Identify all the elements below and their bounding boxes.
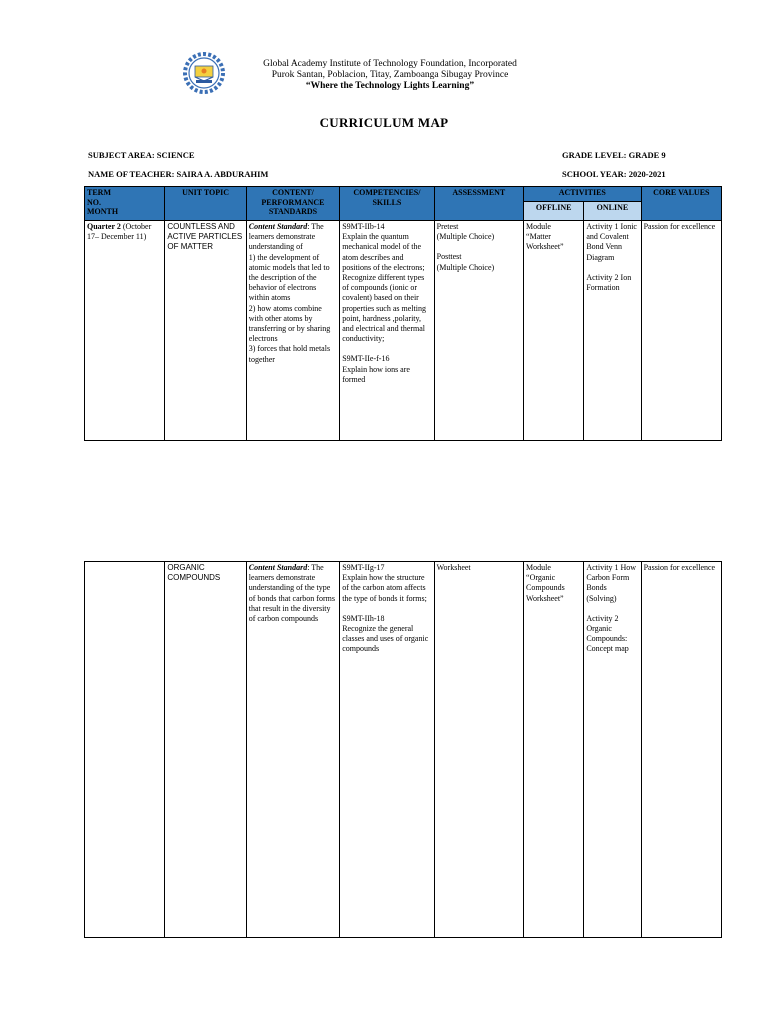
- competencies-cell: S9MT-IIg-17 Explain how the structure of the carbon atom affects the type of bonds it forms; S9MT-IIh-18 Recognize the general classes and uses of organic compounds: [340, 562, 434, 938]
- term-cell: [85, 562, 165, 938]
- competencies-cell: S9MT-IIb-14 Explain the quantum mechanical model of the atom describes and positions of the electrons; Recognize different types of compounds (ionic or covalent) based on their properties such as melting point, hardness ,polarity, and electrical and thermal conductivity; S9MT-IIe-f-16 Explain how ions are formed: [340, 221, 434, 441]
- institution-address: Purok Santan, Poblacion, Titay, Zamboanga Sibugay Province: [271, 70, 509, 80]
- unit-topic-cell: COUNTLESS AND ACTIVE PARTICLES OF MATTER: [165, 221, 246, 441]
- online-cell: Activity 1 How Carbon Form Bonds (Solving) Activity 2 Organic Compounds: Concept map: [584, 562, 641, 938]
- content-cell: Content Standard: The learners demonstrate understanding of the type of bonds that carbon forms that result in the diversity of carbon compounds: [246, 562, 339, 938]
- header-term: TERM NO. MONTH: [85, 187, 165, 221]
- header-online: ONLINE: [584, 202, 641, 221]
- assessment-cell: Pretest (Multiple Choice) Posttest (Multiple Choice): [434, 221, 523, 441]
- offline-cell: Module “Organic Compounds Worksheet”: [524, 562, 584, 938]
- core-values-cell: Passion for excellence: [641, 562, 721, 938]
- table-row: [85, 221, 722, 441]
- header-competencies: COMPETENCIES/ SKILLS: [340, 187, 434, 221]
- page-title: CURRICULUM MAP: [319, 115, 449, 130]
- header-core-values: CORE VALUES: [641, 187, 721, 221]
- header-activities: ACTIVITIES: [524, 187, 642, 202]
- assessment-cell: Worksheet: [434, 562, 523, 938]
- institution-name: Global Academy Institute of Technology Foundation, Incorporated: [263, 59, 517, 69]
- header-offline: OFFLINE: [524, 202, 584, 221]
- header-content: CONTENT/ PERFORMANCE STANDARDS: [246, 187, 339, 221]
- table-row: [85, 562, 722, 938]
- header-assessment: ASSESSMENT: [434, 187, 523, 221]
- content-cell: Content Standard: The learners demonstrate understanding of 1) the development of atomic models that led to the description of the behavior of electrons within atoms 2) how atoms combine with other atoms by transferring or by sharing electrons 3) forces that hold metals together: [246, 221, 339, 441]
- term-cell: Quarter 2 (October 17– December 11): [85, 221, 165, 441]
- teacher-name: NAME OF TEACHER: SAIRA A. ABDURAHIM: [88, 169, 269, 179]
- grade-level: GRADE LEVEL: GRADE 9: [562, 150, 666, 160]
- subject-area: SUBJECT AREA: SCIENCE: [88, 150, 195, 160]
- institution-tagline: “Where the Technology Lights Learning”: [305, 81, 475, 91]
- header-unit-topic: UNIT TOPIC: [165, 187, 246, 221]
- curriculum-table-2: [84, 561, 722, 938]
- school-logo: [181, 50, 227, 96]
- school-year: SCHOOL YEAR: 2020-2021: [562, 169, 666, 179]
- online-cell: Activity 1 Ionic and Covalent Bond Venn Diagram Activity 2 Ion Formation: [584, 221, 641, 441]
- curriculum-table-1: [84, 186, 722, 441]
- unit-topic-cell: ORGANIC COMPOUNDS: [165, 562, 246, 938]
- offline-cell: Module “Matter Worksheet”: [524, 221, 584, 441]
- core-values-cell: Passion for excellence: [641, 221, 721, 441]
